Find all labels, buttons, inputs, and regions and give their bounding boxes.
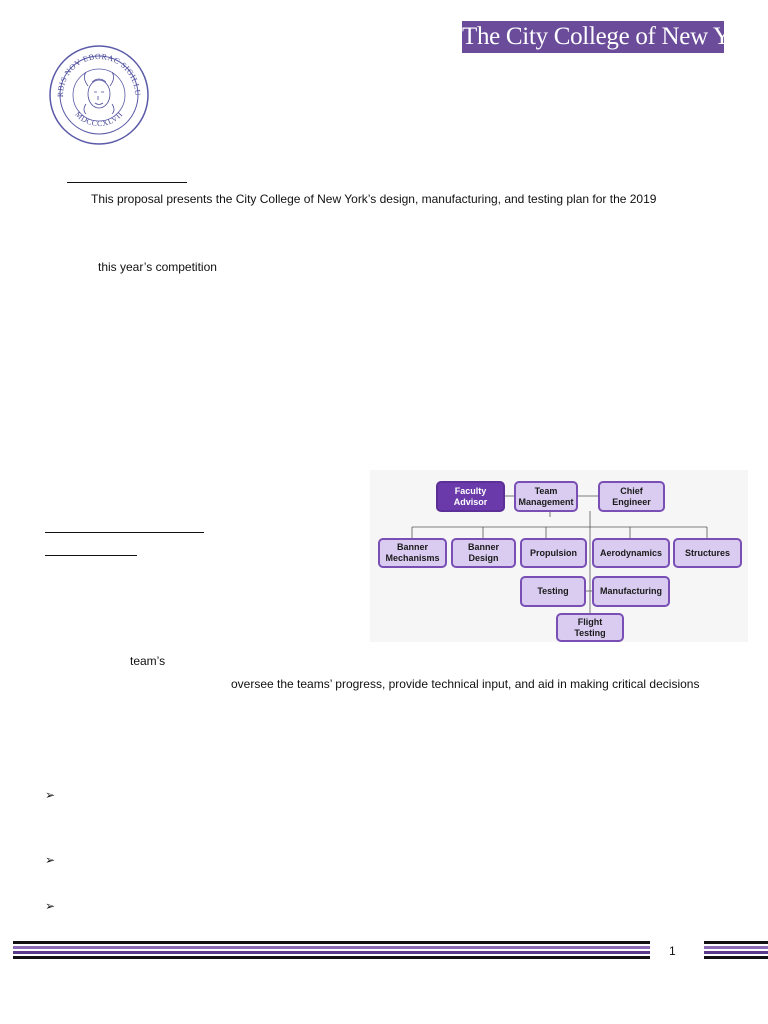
node-chief-engineer-label: Chief Engineer [612,485,651,507]
node-banner-mechanisms-label: Banner Mechanisms [385,542,440,563]
node-flight-testing-label: Flight Testing [574,616,606,638]
node-manufacturing-label: Manufacturing [600,586,662,596]
node-testing [520,576,586,607]
section-heading-rule-3 [45,555,137,556]
node-faculty-advisor [436,481,505,512]
node-propulsion [520,538,587,568]
node-manufacturing [592,576,670,607]
node-banner-mechanisms [378,538,447,568]
node-team-management [514,481,578,512]
teams-word: team’s [130,654,166,668]
node-testing-label: Testing [537,586,569,596]
college-seal [48,44,150,146]
bullet-arrow-icon: ➢ [45,899,56,913]
bullet-arrow-icon: ➢ [45,853,56,867]
node-team-management-label: Team Management [518,485,574,507]
node-faculty-advisor-label: Faculty Advisor [453,485,488,507]
node-aerodynamics [592,538,670,568]
intro-line: This proposal presents the City College of New York’s design, manufacturing, and testing plan for the 2019 [91,192,657,206]
college-name-banner: The City College of New York [462,21,724,53]
node-aerodynamics-label: Aerodynamics [599,547,663,558]
bullet-arrow-icon: ➢ [45,788,56,802]
footer-stripe-right [704,941,768,961]
seal-bottom-text: MDCCCXLVII [73,109,125,129]
node-banner-design [451,538,516,568]
seal-top-text: RBIS NOV EBORAC SIGILLU [55,51,143,98]
section-heading-rule [67,182,187,183]
footer-stripe-left [13,941,650,961]
section-heading-rule-2 [45,532,204,533]
node-chief-engineer [598,481,665,512]
node-propulsion-label: Propulsion [530,547,577,558]
node-structures [673,538,742,568]
node-banner-design-label: Banner Design [467,542,499,563]
page-number: 1 [669,944,676,958]
node-structures-label: Structures [684,547,730,558]
org-chart [370,470,748,642]
node-flight-testing [556,613,624,642]
competition-line: this year’s competition [98,260,217,274]
oversee-line: oversee the teams’ progress, provide technical input, and aid in making critical decisions [231,677,700,691]
